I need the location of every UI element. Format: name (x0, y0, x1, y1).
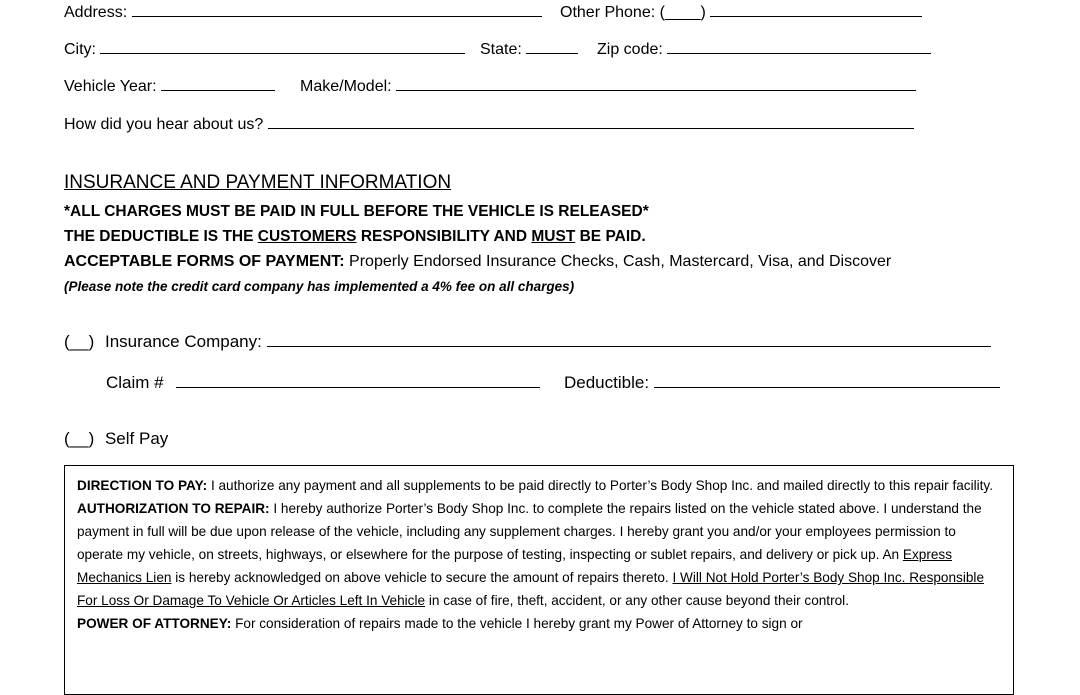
payment-forms-label: ACCEPTABLE FORMS OF PAYMENT: (64, 253, 345, 270)
power-of-attorney-label: POWER OF ATTORNEY: (77, 616, 232, 631)
hear-about-label: How did you hear about us? (64, 116, 264, 133)
deductible-notice-part2: RESPONSIBILITY AND (356, 228, 532, 245)
credit-card-fee-note: (Please note the credit card company has implemented a 4% fee on all charges) (64, 279, 575, 294)
direction-to-pay-paragraph (77, 474, 1001, 497)
self-pay-checkbox[interactable]: (__) (64, 429, 95, 448)
vehicle-year-row (64, 75, 275, 97)
insurance-option-checkbox[interactable]: (__) (64, 332, 95, 351)
mechanics-lien-text: Express Mechanics Lien (77, 547, 952, 585)
city-row (64, 38, 465, 60)
terms-box (64, 465, 1014, 695)
vehicle-year-label: Vehicle Year: (64, 78, 157, 95)
section-title: INSURANCE AND PAYMENT INFORMATION (64, 172, 452, 193)
vehicle-year-field[interactable] (161, 75, 275, 91)
not-responsible-text: I Will Not Hold Porter’s Body Shop Inc. Responsible For Loss Or Damage To Vehicle Or Articles Left In Vehicle (77, 570, 985, 608)
other-phone-label: Other Phone: (____) (560, 4, 706, 21)
authorization-text-1: I hereby authorize Porter’s Body Shop Inc. to complete the repairs listed on the vehicle stated above. I understand the payment in full will be due upon release of the vehicle, including any supplement charges. I hereby grant you and/or your employees permission to operate my vehicle, on streets, highways, or elsewhere for the purpose of testing, inspecting or sublet repairs, and delivery or pick up. An (77, 501, 982, 562)
authorization-text-3: in case of fire, theft, accident, or any other cause beyond their control. (425, 593, 849, 608)
direction-to-pay-label: DIRECTION TO PAY: (77, 478, 208, 493)
claim-field[interactable] (176, 372, 540, 388)
payment-forms-row (64, 253, 891, 271)
deductible-field[interactable] (654, 372, 1000, 388)
make-model-label: Make/Model: (300, 78, 392, 95)
deductible-notice-customers: CUSTOMERS (257, 228, 357, 245)
insurance-company-field[interactable] (267, 331, 991, 347)
direction-to-pay-text: I authorize any payment and all supplements to be paid directly to Porter’s Body Shop Inc. and mailed directly to this repair facility. (207, 478, 994, 493)
deductible-notice-must: MUST (531, 228, 576, 245)
zip-label: Zip code: (597, 41, 663, 58)
state-label: State: (480, 41, 522, 58)
deductible-notice-part1: THE DEDUCTIBLE IS THE (64, 228, 258, 245)
other-phone-row (560, 1, 922, 23)
self-pay-label: Self Pay (104, 429, 169, 448)
make-model-row (300, 75, 916, 97)
insurance-company-label: Insurance Company: (104, 332, 262, 351)
claim-label: Claim # (106, 373, 164, 392)
deductible-notice-part3: BE PAID. (575, 228, 646, 245)
claim-row (106, 372, 540, 393)
deductible-label: Deductible: (564, 373, 650, 392)
address-row (64, 1, 542, 23)
address-field[interactable] (132, 1, 542, 17)
zip-row (597, 38, 931, 60)
deductible-row (564, 372, 1000, 393)
authorization-paragraph (77, 497, 1001, 612)
payment-forms-text: Properly Endorsed Insurance Checks, Cash, Mastercard, Visa, and Discover (344, 253, 892, 270)
city-label: City: (64, 41, 96, 58)
deductible-notice (64, 228, 646, 246)
city-field[interactable] (100, 38, 465, 54)
charges-notice: *ALL CHARGES MUST BE PAID IN FULL BEFORE THE VEHICLE IS RELEASED* (64, 203, 649, 220)
other-phone-field[interactable] (710, 1, 922, 17)
insurance-company-row (64, 331, 991, 352)
zip-field[interactable] (667, 38, 931, 54)
hear-about-row (64, 113, 914, 135)
authorization-label: AUTHORIZATION TO REPAIR: (77, 501, 270, 516)
state-row (480, 38, 578, 60)
self-pay-row (64, 429, 168, 449)
power-of-attorney-paragraph (77, 612, 1001, 635)
make-model-field[interactable] (396, 75, 916, 91)
authorization-text-2: is hereby acknowledged on above vehicle to secure the amount of repairs thereto. (171, 570, 673, 585)
hear-about-field[interactable] (268, 113, 914, 129)
state-field[interactable] (526, 38, 578, 54)
power-of-attorney-text: For consideration of repairs made to the vehicle I hereby grant my Power of Attorney to sign or (231, 616, 803, 631)
address-label: Address: (64, 4, 128, 21)
